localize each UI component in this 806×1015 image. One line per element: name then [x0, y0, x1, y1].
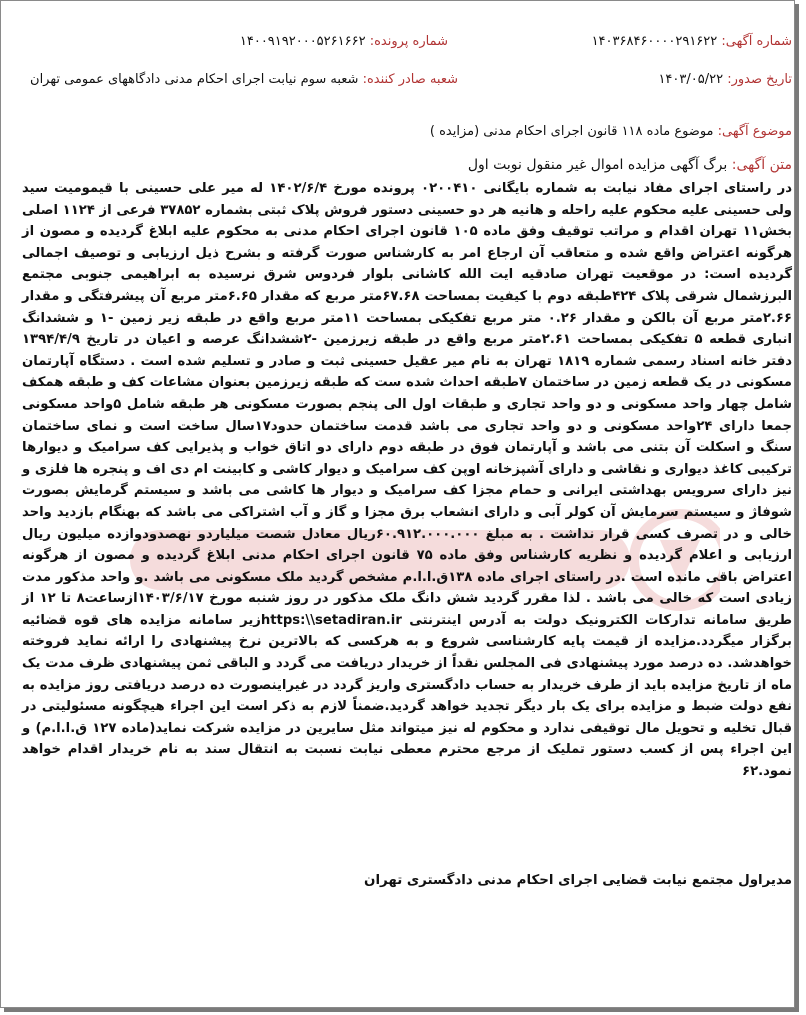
setadiran-link[interactable]: https:\\setadiran.ir [260, 612, 402, 628]
ad-number-label: شماره آگهی: [721, 34, 792, 49]
body-text-part1: در راستای اجرای مفاد نیابت به شماره بایگانی ۰۲۰۰۴۱۰ پرونده مورخ ۱۴۰۲/۶/۴ له میر علی حسینی با قیمومیت سید ولی حسینی علیه محکوم علیه راحله و هانیه هر دو حسینی دستور فروش پلاک ثبتی بشماره ۳۷۸۵۲ فرعی از ۱۱۲۴ اصلی بخش۱۱ تهران اقدام و مراتب توقیف وفق ماده ۱۰۵ قانون اجرای احکام مدنی به محکوم علیه ابلاغ گردیده و مصون از هرگونه اعتراض واقع شده و متعاقب آن ارجاع امر به کارشناس صورت گرفته و بشرح ذیل ارزیابی و توصیف اجمالی گردیده است: در موقعیت تهران صادقیه ایت الله کاشانی بلوار فردوس شرق نرسیده به ابراهیمی جنوبی مجتمع البرزشمال شرقی پلاک ۴۲۴طبقه دوم با کیفیت بمساحت ۶۷.۶۸متر مربع که مقدار ۶.۶۵متر مربع آن پیشرفتگی و مقدار ۲.۶۶متر مربع آن بالکن و مقدار ۰.۲۶ متر مربع تفکیکی بمساحت ۱۱متر مربع واقع در طبقه زیر زمین -۱ و ششدانگ انباری قطعه ۵ تفکیکی بمساحت ۲.۶۱متر مربع واقع در طبقه زیرزمین -۲ششدانگ عرصه و اعیان در تاریخ ۱۳۹۴/۴/۹ دفتر خانه اسناد رسمی شماره ۱۸۱۹ تهران به نام میر عقیل حسینی ثبت و صادر و تسلیم شده است . دستگاه آپارتمان مسکونی در یک قطعه زمین در ساختمان ۷طبقه احداث شده ست که طبقه زیرزمین بعنوان مشاعات کف و طبقه همکف شامل چهار واحد مسکونی و دو واحد تجاری و طبقات اول الی پنجم بصورت مسکونی هر طبقه شامل ۵واحد مسکونی جمعا دارای ۲۴واحد مسکونی و دو واحد تجاری می باشد قدمت ساختمان حدود۱۷سال ساخت است و نمای ساختمان سنگ و اسکلت آن بتنی می باشد و آپارتمان فوق در طبقه دوم دارای دو اتاق خواب و پذیرایی کف سرامیک و دیوارها ترکیبی کاغذ دیواری و نقاشی و دارای آشپزخانه اوپن کف سرامیک و دیوار کاشی و کابینت ام دی اف و پنجره ها فلزی و نیز دارای سرویس بهداشتی ایرانی و حمام مجزا کف سرامیک و دیوار ها کاشی می باشد و سیستم گرمایش بصورت شوفاژ و سیستم سرمایش آن کولر آبی و دارای انشعاب برق مجزا و گاز و آب اشتراکی می باشد که بهنگام بازدید واحد خالی و در تصرف کسی قرار نداشت . به مبلغ ۶۰.۹۱۲.۰۰۰.۰۰۰ریال معادل شصت میلیاردو نهصدودوازده میلیون ریال ارزیابی و اعلام گردیده و نظریه کارشناس وفق ماده ۷۵ قانون اجرای احکام مدنی ابلاغ گردیده و مصون از هرگونه اعتراض باقی مانده است .در راستای اجرای ماده ۱۳۸ق.ا.ا.م مشخص گردید ملک مسکونی می باشد .و واحد مذکور مدت زیادی است که خالی می باشد . لذا مقرر گردید شش دانگ ملک مذکور در روز شنبه مورخ ۱۴۰۳/۶/۱۷ازساعت۸ تا ۱۲ از طریق سامانه تدارکات الکترونیک دولت به آدرس اینترنتی [22, 181, 793, 628]
ad-text-value: برگ آگهی مزایده اموال غیر منقول نوبت اول [467, 157, 728, 173]
subject [430, 124, 792, 139]
ad-text [468, 157, 792, 173]
signature: مدیراول مجتمع نیابت قضایی اجرای احکام مدنی دادگستری تهران [364, 873, 792, 888]
subject-value: موضوع ماده ۱۱۸ قانون اجرای احکام مدنی (مزایده ) [429, 124, 714, 139]
issuer-value: شعبه سوم نیابت اجرای احکام مدنی دادگاههای عمومی تهران [30, 72, 359, 87]
case-number-value: ۱۴۰۰۹۱۹۲۰۰۰۵۲۶۱۶۶۲ [239, 34, 366, 49]
case-number [240, 34, 448, 49]
body-text-part2: زیر سامانه مزایده های قوه قضائیه برگزار میگردد.مزایده از قیمت پایه کارشناسی شروع و به هرکسی که بالاترین نرخ پیشنهادی را ارائه نماید فروخته خواهدشد. ده درصد مورد پیشنهادی فی المجلس نقداً از خریدار دریافت می گردد و الباقی ثمن پیشنهادی ظرف مدت یک ماه از تاریخ مزایده باید از طرف خریدار به حساب دادگستری واریز گردد در غیراینصورت ده درصد دریافتی روز مزایده به نفع دولت ضبط و مزایده برای یک بار دیگر تجدید خواهد گردید.ضمناً لازم به ذکر است این اجراء هیچگونه مسئولیتی در قبال تخلیه و تحویل مال توقیفی ندارد و محکوم له نیز میتواند مثل سایرین در مزایده شرکت نماید(ماده ۱۲۷ ق.ا.ا.م) و این اجراء پس از کسب دستور تملیک از مرجع محترم معطی نیابت نسبت به انتقال سند به نام خریدار اقدام خواهد نمود.۶۲ [22, 612, 793, 780]
notice-body [22, 178, 792, 783]
ad-number [592, 34, 792, 49]
case-number-label: شماره پرونده: [369, 34, 448, 49]
issue-date [658, 72, 792, 87]
subject-label: موضوع آگهی: [717, 124, 792, 139]
issue-date-value: ۱۴۰۳/۰۵/۲۲ [658, 72, 724, 87]
issuer [30, 72, 458, 87]
ad-text-label: متن آگهی: [731, 157, 792, 173]
issue-date-label: تاریخ صدور: [727, 72, 792, 87]
issuer-label: شعبه صادر کننده: [362, 72, 458, 87]
ad-number-value: ۱۴۰۳۶۸۴۶۰۰۰۰۲۹۱۶۲۲ [591, 34, 718, 49]
